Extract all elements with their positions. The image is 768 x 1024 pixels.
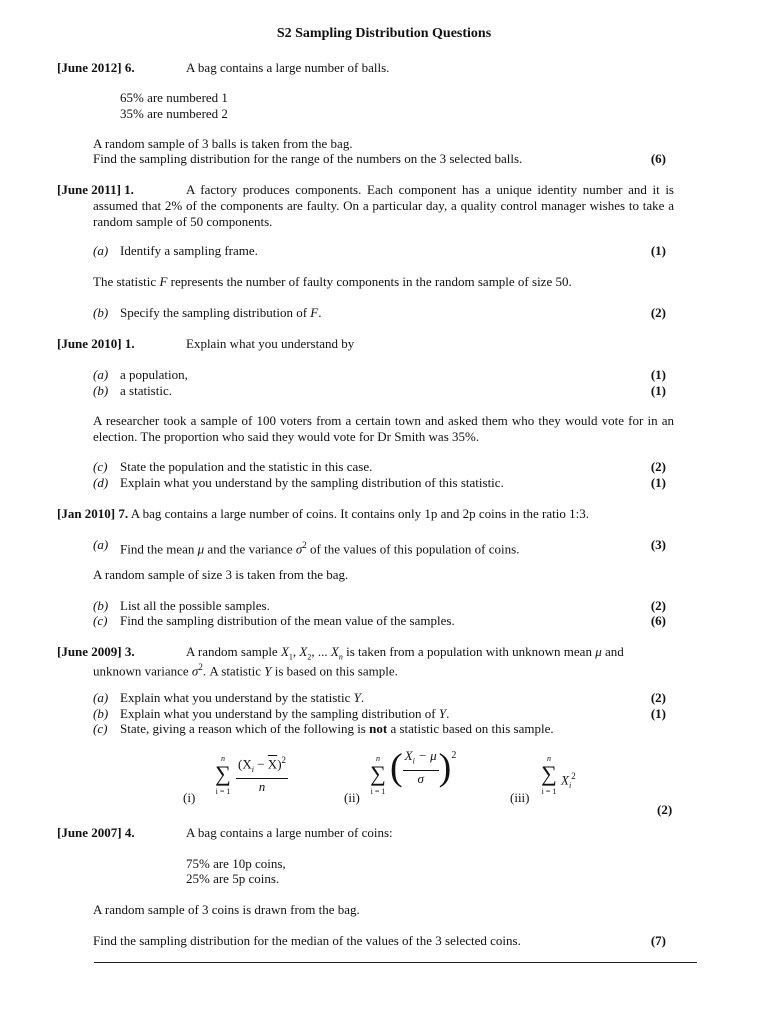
summation: n ∑ i = 1 <box>541 754 557 796</box>
part-text: Explain what you understand by the sampling distribution of Y. <box>120 706 450 721</box>
question-stem-line-2: unknown variance $\sigma^2$. A statistic Y is based on this sample. <box>93 662 398 679</box>
part-label: (b) <box>93 305 109 320</box>
part-label: (b) <box>93 706 109 721</box>
question-ref: [June 2007] 4. <box>57 825 135 840</box>
part-text: List all the possible samples. <box>120 598 270 613</box>
part-text: Explain what you understand by the statistic Y. <box>120 690 365 705</box>
part-label: (d) <box>93 475 109 490</box>
marks: (6) <box>650 151 666 166</box>
question-text: A researcher took a sample of 100 voters from a certain town and asked them who they would vote for in an election. The proportion who said they would vote for Dr Smith was 35%. <box>93 413 674 444</box>
marks: (3) <box>650 537 666 552</box>
part-label: (a) <box>93 690 109 705</box>
formula-iii: $X_i^2$ <box>561 771 576 790</box>
part-label: (c) <box>93 721 108 736</box>
question-text: Find the sampling distribution for the range of the numbers on the 3 selected balls. <box>93 151 523 166</box>
part-label: (a) <box>93 537 109 552</box>
summation: n ∑ i = 1 <box>215 754 231 796</box>
marks: (1) <box>650 383 666 398</box>
part-text: Identify a sampling frame. <box>120 243 258 258</box>
question-text: A random sample of 3 coins is drawn from the bag. <box>93 902 360 917</box>
part-text: State, giving a reason which of the following is not a statistic based on this sample. <box>120 721 554 736</box>
question-text: A random sample of 3 balls is taken from the bag. <box>93 136 353 151</box>
marks: (1) <box>650 475 666 490</box>
part-label: (b) <box>93 383 109 398</box>
formula-i: $\frac{(X_i - \overline{X})^2}{n}$ <box>236 752 288 795</box>
question-text: Find the sampling distribution for the median of the values of the 3 selected coins. <box>93 933 521 948</box>
marks: (1) <box>650 367 666 382</box>
option-label: (i) <box>183 790 196 805</box>
part-text: State the population and the statistic in this case. <box>120 459 373 474</box>
question-ref: [June 2012] 6. <box>57 60 135 75</box>
part-text: Find the mean μ and the variance $\sigma^2$ of the values of this population of coins. <box>120 540 520 557</box>
marks: (1) <box>650 243 666 258</box>
part-text: a population, <box>120 367 188 382</box>
page-title: S2 Sampling Distribution Questions <box>276 26 492 41</box>
question-stem: A random sample $X_1$, $X_2$, ... $X_n$ is taken from a population with unknown mean μ and <box>186 644 624 662</box>
question-ref: [June 2010] 1. <box>57 336 135 351</box>
part-label: (b) <box>93 598 109 613</box>
question-stem: A bag contains a large number of balls. <box>186 60 390 75</box>
formula-ii: ( $\frac{X_i - \mu}{\sigma}$ )$^2$ <box>390 746 457 789</box>
marks: (1) <box>650 706 666 721</box>
part-text: Explain what you understand by the sampling distribution of this statistic. <box>120 475 504 490</box>
list-item: 35% are numbered 2 <box>120 106 228 121</box>
question-text: A random sample of size 3 is taken from the bag. <box>93 567 349 582</box>
marks: (2) <box>650 459 666 474</box>
option-label: (iii) <box>510 790 530 805</box>
question-line: [Jan 2010] 7. A bag contains a large number of coins. It contains only 1p and 2p coins in the ratio 1:3. <box>57 506 589 521</box>
list-item: 75% are 10p coins, <box>186 856 286 871</box>
marks: (2) <box>650 598 666 613</box>
marks: (7) <box>650 933 666 948</box>
part-label: (c) <box>93 459 108 474</box>
part-text: a statistic. <box>120 383 172 398</box>
marks: (2) <box>657 802 673 817</box>
question-ref: [June 2011] 1. <box>57 182 134 197</box>
marks: (6) <box>650 613 666 628</box>
summation: n ∑ i = 1 <box>370 754 386 796</box>
question-stem: Explain what you understand by <box>186 336 355 351</box>
list-item: 65% are numbered 1 <box>120 90 228 105</box>
part-text: Find the sampling distribution of the mean value of the samples. <box>120 613 455 628</box>
question-text: The statistic F represents the number of faulty components in the random sample of size 50. <box>93 274 572 289</box>
divider <box>94 962 697 963</box>
part-label: (c) <box>93 613 108 628</box>
part-text: Specify the sampling distribution of F. <box>120 305 322 320</box>
part-label: (a) <box>93 243 109 258</box>
part-label: (a) <box>93 367 109 382</box>
question-stem: A bag contains a large number of coins: <box>186 825 393 840</box>
marks: (2) <box>650 305 666 320</box>
option-label: (ii) <box>344 790 360 805</box>
question-stem: A factory produces components. Each component has a unique identity number and it is assumed that 2% of the components are faulty. On a particular day, a quality control manager wishes to take a random sample of 50 components. <box>93 182 674 229</box>
list-item: 25% are 5p coins. <box>186 871 280 886</box>
question-ref: [June 2009] 3. <box>57 644 135 659</box>
marks: (2) <box>650 690 666 705</box>
